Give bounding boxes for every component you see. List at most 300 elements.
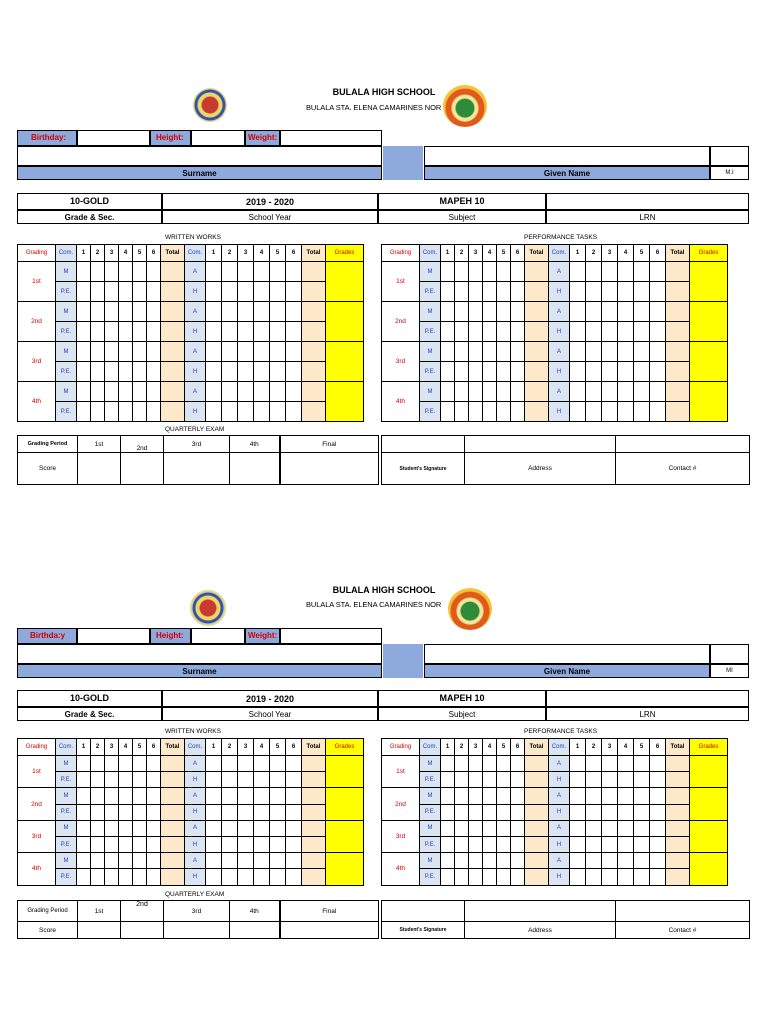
score-cell[interactable]	[119, 302, 133, 322]
score-cell[interactable]	[469, 804, 483, 820]
score-cell[interactable]	[254, 772, 270, 788]
score-cell[interactable]	[441, 836, 455, 852]
score-cell[interactable]	[133, 869, 147, 885]
score-cell[interactable]	[286, 853, 302, 869]
contact-field[interactable]	[616, 901, 750, 922]
score-cell[interactable]	[634, 262, 650, 282]
lrn-field[interactable]	[546, 193, 749, 210]
score-cell[interactable]	[570, 836, 586, 852]
score-cell[interactable]	[634, 282, 650, 302]
score-cell[interactable]	[483, 853, 497, 869]
score-cell[interactable]	[78, 453, 121, 485]
score-cell[interactable]	[270, 869, 286, 885]
score-cell[interactable]	[147, 302, 161, 322]
score-cell[interactable]	[286, 788, 302, 804]
score-cell[interactable]	[133, 262, 147, 282]
score-cell[interactable]	[222, 322, 238, 342]
score-cell[interactable]	[511, 342, 525, 362]
score-cell[interactable]	[270, 820, 286, 836]
score-cell[interactable]	[147, 772, 161, 788]
score-cell[interactable]	[602, 402, 618, 422]
score-cell[interactable]	[602, 836, 618, 852]
score-cell[interactable]	[238, 853, 254, 869]
score-cell[interactable]	[206, 342, 222, 362]
score-cell[interactable]	[238, 362, 254, 382]
score-cell[interactable]	[483, 302, 497, 322]
score-cell[interactable]	[511, 262, 525, 282]
score-cell[interactable]	[286, 302, 302, 322]
score-cell[interactable]	[222, 342, 238, 362]
score-cell[interactable]	[77, 788, 91, 804]
score-cell[interactable]	[147, 362, 161, 382]
score-cell[interactable]	[455, 853, 469, 869]
score-cell[interactable]	[650, 869, 666, 885]
score-cell[interactable]	[469, 820, 483, 836]
score-cell[interactable]	[469, 869, 483, 885]
score-cell[interactable]	[206, 788, 222, 804]
score-cell[interactable]	[650, 382, 666, 402]
score-cell[interactable]	[511, 772, 525, 788]
score-cell[interactable]	[270, 772, 286, 788]
score-cell[interactable]	[483, 282, 497, 302]
score-cell[interactable]	[77, 804, 91, 820]
score-cell[interactable]	[222, 772, 238, 788]
score-cell[interactable]	[133, 322, 147, 342]
score-cell[interactable]	[238, 342, 254, 362]
score-cell[interactable]	[222, 382, 238, 402]
score-cell[interactable]	[147, 342, 161, 362]
score-cell[interactable]	[586, 262, 602, 282]
score-cell[interactable]	[91, 282, 105, 302]
score-cell[interactable]	[286, 282, 302, 302]
score-cell[interactable]	[270, 302, 286, 322]
score-cell[interactable]	[634, 836, 650, 852]
score-cell[interactable]	[91, 820, 105, 836]
score-cell[interactable]	[497, 282, 511, 302]
score-cell[interactable]	[105, 282, 119, 302]
score-cell[interactable]	[206, 382, 222, 402]
score-cell[interactable]	[133, 402, 147, 422]
score-cell[interactable]	[618, 302, 634, 322]
score-cell[interactable]	[586, 853, 602, 869]
score-cell[interactable]	[270, 342, 286, 362]
score-cell[interactable]	[586, 804, 602, 820]
score-cell[interactable]	[254, 382, 270, 402]
score-cell[interactable]	[469, 322, 483, 342]
score-cell[interactable]	[121, 922, 164, 939]
score-cell[interactable]	[206, 836, 222, 852]
score-cell[interactable]	[618, 836, 634, 852]
score-cell[interactable]	[206, 820, 222, 836]
mi-field[interactable]	[710, 644, 749, 664]
score-cell[interactable]	[222, 262, 238, 282]
score-cell[interactable]	[133, 820, 147, 836]
score-cell[interactable]	[254, 788, 270, 804]
score-cell[interactable]	[270, 804, 286, 820]
score-cell[interactable]	[634, 772, 650, 788]
score-cell[interactable]	[469, 402, 483, 422]
score-cell[interactable]	[483, 788, 497, 804]
score-cell[interactable]	[469, 262, 483, 282]
score-cell[interactable]	[91, 362, 105, 382]
score-cell[interactable]	[650, 402, 666, 422]
score-cell[interactable]	[650, 788, 666, 804]
score-cell[interactable]	[206, 869, 222, 885]
score-cell[interactable]	[455, 302, 469, 322]
score-cell[interactable]	[586, 869, 602, 885]
score-cell[interactable]	[455, 402, 469, 422]
score-cell[interactable]	[511, 756, 525, 772]
score-cell[interactable]	[497, 836, 511, 852]
score-cell[interactable]	[497, 302, 511, 322]
score-cell[interactable]	[105, 322, 119, 342]
score-cell[interactable]	[254, 836, 270, 852]
score-cell[interactable]	[286, 362, 302, 382]
score-cell[interactable]	[77, 322, 91, 342]
score-cell[interactable]	[483, 382, 497, 402]
score-cell[interactable]	[238, 869, 254, 885]
score-cell[interactable]	[469, 788, 483, 804]
score-cell[interactable]	[497, 382, 511, 402]
score-cell[interactable]	[133, 282, 147, 302]
score-cell[interactable]	[441, 788, 455, 804]
score-cell[interactable]	[455, 322, 469, 342]
score-cell[interactable]	[618, 382, 634, 402]
score-cell[interactable]	[618, 804, 634, 820]
score-cell[interactable]	[497, 820, 511, 836]
score-cell[interactable]	[206, 322, 222, 342]
score-cell[interactable]	[119, 322, 133, 342]
score-cell[interactable]	[238, 402, 254, 422]
score-cell[interactable]	[105, 362, 119, 382]
score-cell[interactable]	[511, 820, 525, 836]
signature-field[interactable]	[382, 901, 465, 922]
score-cell[interactable]	[511, 804, 525, 820]
score-cell[interactable]	[147, 382, 161, 402]
score-cell[interactable]	[222, 402, 238, 422]
mi-field[interactable]	[710, 146, 749, 166]
score-cell[interactable]	[77, 362, 91, 382]
score-cell[interactable]	[286, 836, 302, 852]
score-cell[interactable]	[238, 322, 254, 342]
score-cell[interactable]	[586, 322, 602, 342]
birthday-field[interactable]	[77, 130, 150, 146]
score-cell[interactable]	[91, 836, 105, 852]
score-cell[interactable]	[602, 804, 618, 820]
score-cell[interactable]	[91, 756, 105, 772]
score-cell[interactable]	[570, 382, 586, 402]
score-cell[interactable]	[230, 453, 280, 485]
score-cell[interactable]	[602, 302, 618, 322]
score-cell[interactable]	[650, 820, 666, 836]
score-cell[interactable]	[497, 869, 511, 885]
score-cell[interactable]	[455, 788, 469, 804]
score-cell[interactable]	[133, 772, 147, 788]
score-cell[interactable]	[270, 382, 286, 402]
score-cell[interactable]	[280, 922, 379, 939]
score-cell[interactable]	[634, 322, 650, 342]
score-cell[interactable]	[254, 820, 270, 836]
score-cell[interactable]	[650, 302, 666, 322]
score-cell[interactable]	[254, 282, 270, 302]
score-cell[interactable]	[586, 756, 602, 772]
score-cell[interactable]	[469, 382, 483, 402]
score-cell[interactable]	[206, 362, 222, 382]
score-cell[interactable]	[455, 869, 469, 885]
score-cell[interactable]	[618, 342, 634, 362]
score-cell[interactable]	[147, 282, 161, 302]
score-cell[interactable]	[497, 853, 511, 869]
score-cell[interactable]	[618, 362, 634, 382]
score-cell[interactable]	[105, 869, 119, 885]
score-cell[interactable]	[238, 804, 254, 820]
score-cell[interactable]	[77, 402, 91, 422]
score-cell[interactable]	[618, 402, 634, 422]
score-cell[interactable]	[441, 302, 455, 322]
score-cell[interactable]	[483, 820, 497, 836]
score-cell[interactable]	[206, 402, 222, 422]
score-cell[interactable]	[77, 836, 91, 852]
score-cell[interactable]	[121, 453, 164, 485]
score-cell[interactable]	[441, 820, 455, 836]
score-cell[interactable]	[147, 836, 161, 852]
score-cell[interactable]	[650, 342, 666, 362]
score-cell[interactable]	[119, 853, 133, 869]
score-cell[interactable]	[254, 262, 270, 282]
score-cell[interactable]	[270, 402, 286, 422]
score-cell[interactable]	[270, 362, 286, 382]
score-cell[interactable]	[511, 382, 525, 402]
score-cell[interactable]	[91, 804, 105, 820]
score-cell[interactable]	[286, 342, 302, 362]
score-cell[interactable]	[634, 853, 650, 869]
score-cell[interactable]	[455, 362, 469, 382]
score-cell[interactable]	[119, 804, 133, 820]
score-cell[interactable]	[270, 282, 286, 302]
score-cell[interactable]	[105, 342, 119, 362]
given-name-field[interactable]	[424, 644, 710, 664]
score-cell[interactable]	[133, 342, 147, 362]
signature-field[interactable]	[382, 436, 465, 453]
score-cell[interactable]	[570, 788, 586, 804]
score-cell[interactable]	[238, 756, 254, 772]
score-cell[interactable]	[455, 342, 469, 362]
surname-field[interactable]	[17, 146, 382, 166]
score-cell[interactable]	[602, 382, 618, 402]
score-cell[interactable]	[497, 342, 511, 362]
score-cell[interactable]	[602, 262, 618, 282]
score-cell[interactable]	[91, 772, 105, 788]
score-cell[interactable]	[441, 804, 455, 820]
score-cell[interactable]	[511, 362, 525, 382]
score-cell[interactable]	[206, 282, 222, 302]
score-cell[interactable]	[105, 382, 119, 402]
score-cell[interactable]	[483, 342, 497, 362]
score-cell[interactable]	[570, 820, 586, 836]
given-name-field[interactable]	[424, 146, 710, 166]
score-cell[interactable]	[586, 362, 602, 382]
score-cell[interactable]	[206, 853, 222, 869]
score-cell[interactable]	[119, 282, 133, 302]
score-cell[interactable]	[483, 402, 497, 422]
score-cell[interactable]	[105, 853, 119, 869]
score-cell[interactable]	[77, 853, 91, 869]
score-cell[interactable]	[119, 362, 133, 382]
score-cell[interactable]	[286, 402, 302, 422]
score-cell[interactable]	[119, 788, 133, 804]
score-cell[interactable]	[238, 836, 254, 852]
score-cell[interactable]	[511, 322, 525, 342]
score-cell[interactable]	[133, 788, 147, 804]
score-cell[interactable]	[602, 322, 618, 342]
score-cell[interactable]	[570, 362, 586, 382]
score-cell[interactable]	[570, 756, 586, 772]
score-cell[interactable]	[602, 853, 618, 869]
score-cell[interactable]	[455, 772, 469, 788]
weight-field[interactable]	[280, 130, 382, 146]
score-cell[interactable]	[105, 402, 119, 422]
score-cell[interactable]	[634, 402, 650, 422]
score-cell[interactable]	[618, 756, 634, 772]
score-cell[interactable]	[222, 788, 238, 804]
score-cell[interactable]	[147, 402, 161, 422]
score-cell[interactable]	[164, 453, 230, 485]
score-cell[interactable]	[147, 756, 161, 772]
score-cell[interactable]	[455, 820, 469, 836]
score-cell[interactable]	[511, 836, 525, 852]
score-cell[interactable]	[634, 869, 650, 885]
score-cell[interactable]	[286, 772, 302, 788]
score-cell[interactable]	[105, 820, 119, 836]
score-cell[interactable]	[222, 756, 238, 772]
score-cell[interactable]	[222, 302, 238, 322]
score-cell[interactable]	[586, 302, 602, 322]
score-cell[interactable]	[77, 302, 91, 322]
score-cell[interactable]	[570, 853, 586, 869]
score-cell[interactable]	[511, 282, 525, 302]
score-cell[interactable]	[586, 820, 602, 836]
score-cell[interactable]	[238, 302, 254, 322]
score-cell[interactable]	[634, 820, 650, 836]
score-cell[interactable]	[270, 262, 286, 282]
score-cell[interactable]	[119, 836, 133, 852]
score-cell[interactable]	[77, 262, 91, 282]
score-cell[interactable]	[222, 804, 238, 820]
score-cell[interactable]	[497, 772, 511, 788]
score-cell[interactable]	[455, 262, 469, 282]
score-cell[interactable]	[286, 820, 302, 836]
score-cell[interactable]	[91, 402, 105, 422]
score-cell[interactable]	[650, 362, 666, 382]
score-cell[interactable]	[206, 756, 222, 772]
score-cell[interactable]	[91, 853, 105, 869]
score-cell[interactable]	[497, 756, 511, 772]
score-cell[interactable]	[254, 342, 270, 362]
score-cell[interactable]	[77, 342, 91, 362]
score-cell[interactable]	[254, 322, 270, 342]
score-cell[interactable]	[441, 322, 455, 342]
score-cell[interactable]	[119, 262, 133, 282]
score-cell[interactable]	[455, 756, 469, 772]
score-cell[interactable]	[441, 362, 455, 382]
score-cell[interactable]	[441, 342, 455, 362]
score-cell[interactable]	[650, 772, 666, 788]
score-cell[interactable]	[483, 362, 497, 382]
score-cell[interactable]	[570, 342, 586, 362]
score-cell[interactable]	[650, 282, 666, 302]
score-cell[interactable]	[222, 282, 238, 302]
score-cell[interactable]	[119, 382, 133, 402]
score-cell[interactable]	[206, 804, 222, 820]
score-cell[interactable]	[483, 772, 497, 788]
score-cell[interactable]	[441, 853, 455, 869]
score-cell[interactable]	[634, 804, 650, 820]
score-cell[interactable]	[147, 869, 161, 885]
address-field[interactable]	[465, 436, 616, 453]
score-cell[interactable]	[455, 836, 469, 852]
score-cell[interactable]	[650, 322, 666, 342]
contact-field[interactable]	[616, 436, 750, 453]
score-cell[interactable]	[586, 788, 602, 804]
score-cell[interactable]	[133, 836, 147, 852]
score-cell[interactable]	[91, 342, 105, 362]
score-cell[interactable]	[254, 362, 270, 382]
score-cell[interactable]	[586, 772, 602, 788]
score-cell[interactable]	[650, 836, 666, 852]
score-cell[interactable]	[469, 342, 483, 362]
score-cell[interactable]	[570, 322, 586, 342]
score-cell[interactable]	[483, 756, 497, 772]
surname-field[interactable]	[17, 644, 382, 664]
score-cell[interactable]	[91, 262, 105, 282]
score-cell[interactable]	[270, 853, 286, 869]
score-cell[interactable]	[497, 322, 511, 342]
score-cell[interactable]	[570, 302, 586, 322]
score-cell[interactable]	[586, 402, 602, 422]
score-cell[interactable]	[570, 869, 586, 885]
score-cell[interactable]	[286, 804, 302, 820]
score-cell[interactable]	[497, 402, 511, 422]
score-cell[interactable]	[164, 922, 230, 939]
score-cell[interactable]	[147, 788, 161, 804]
score-cell[interactable]	[133, 853, 147, 869]
score-cell[interactable]	[570, 262, 586, 282]
score-cell[interactable]	[286, 322, 302, 342]
score-cell[interactable]	[270, 788, 286, 804]
score-cell[interactable]	[254, 302, 270, 322]
score-cell[interactable]	[618, 282, 634, 302]
score-cell[interactable]	[570, 772, 586, 788]
score-cell[interactable]	[469, 853, 483, 869]
score-cell[interactable]	[91, 302, 105, 322]
score-cell[interactable]	[483, 262, 497, 282]
score-cell[interactable]	[511, 788, 525, 804]
score-cell[interactable]	[469, 756, 483, 772]
score-cell[interactable]	[483, 804, 497, 820]
score-cell[interactable]	[602, 869, 618, 885]
score-cell[interactable]	[469, 836, 483, 852]
score-cell[interactable]	[222, 853, 238, 869]
score-cell[interactable]	[618, 322, 634, 342]
score-cell[interactable]	[230, 922, 280, 939]
score-cell[interactable]	[634, 342, 650, 362]
score-cell[interactable]	[77, 772, 91, 788]
score-cell[interactable]	[469, 302, 483, 322]
score-cell[interactable]	[286, 382, 302, 402]
score-cell[interactable]	[497, 262, 511, 282]
score-cell[interactable]	[650, 853, 666, 869]
score-cell[interactable]	[618, 772, 634, 788]
